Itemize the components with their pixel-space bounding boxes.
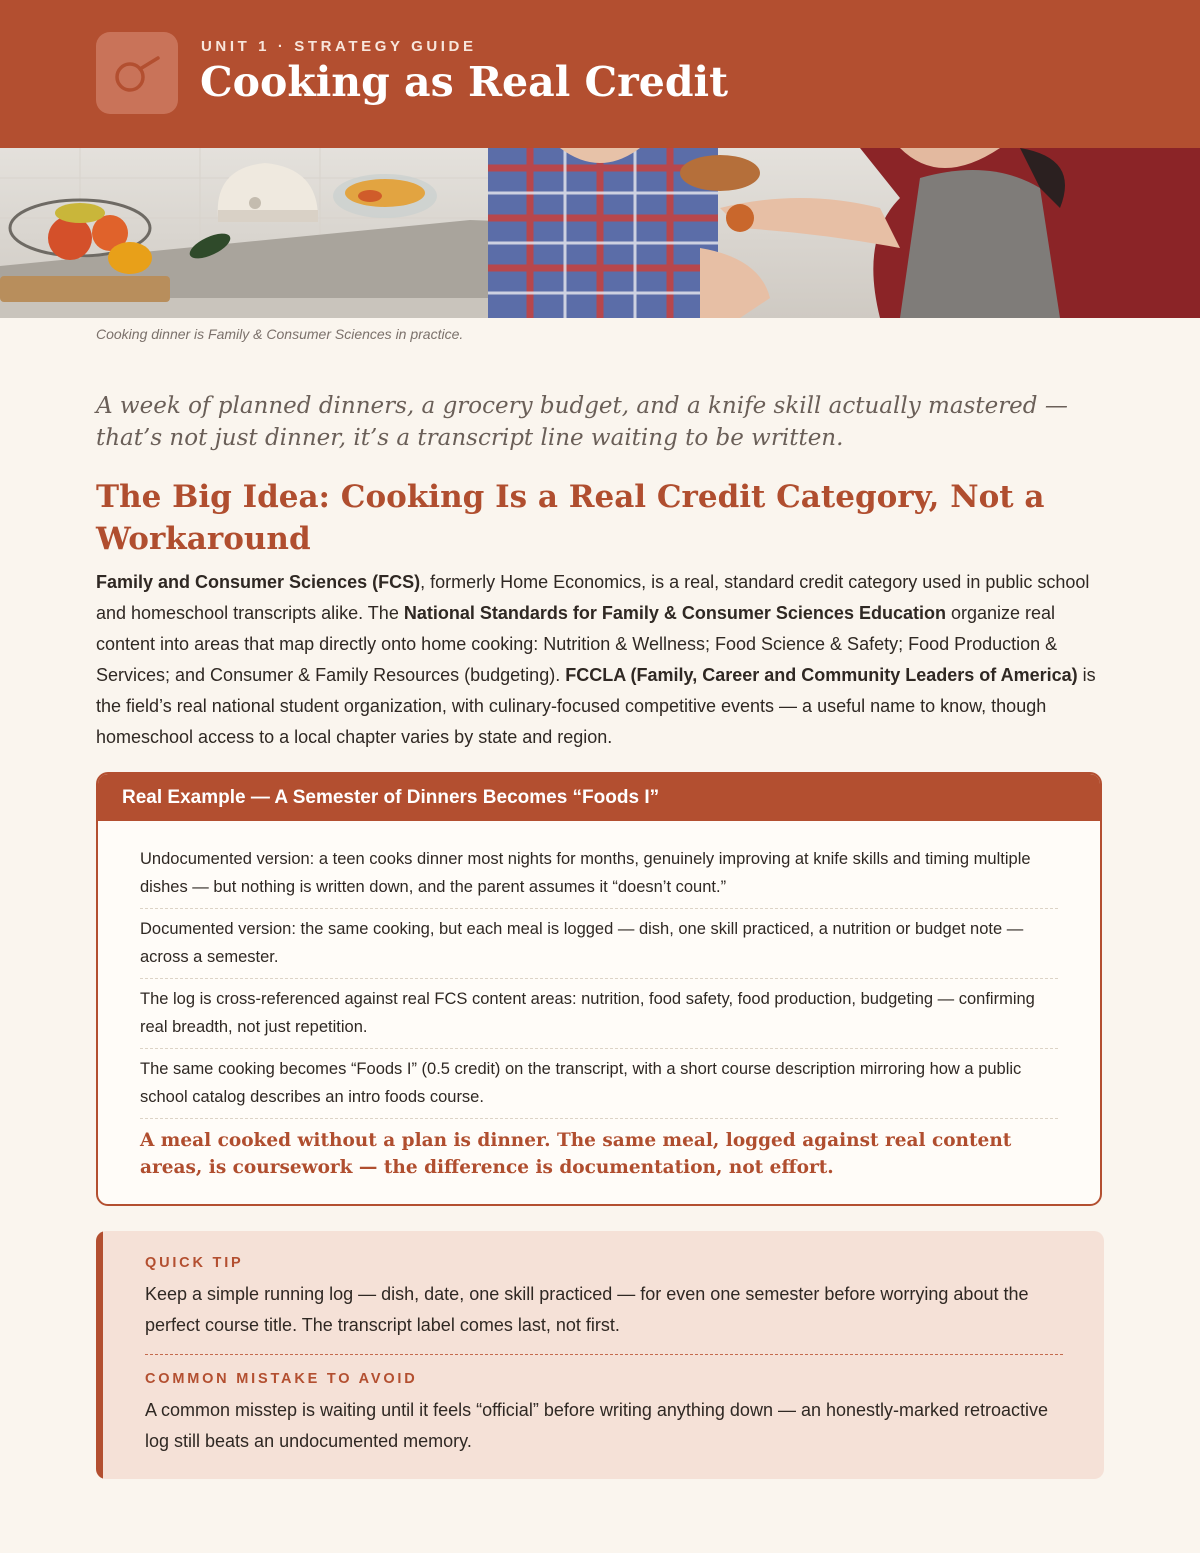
body-text-3: is the field’s real national student organization, with culinary-focused competitive events — a useful name to know, though homeschool access to a local chapter varies by state and region. — [96, 665, 1096, 747]
photo-caption: Cooking dinner is Family & Consumer Sciences in practice. — [96, 326, 464, 342]
example-step: Documented version: the same cooking, but each meal is logged — dish, one skill practiced, a nutrition or budget note — across a semester. — [140, 915, 1058, 979]
example-takeaway: A meal cooked without a plan is dinner. The same meal, logged against real content areas, is coursework — the difference is documentation, not effort. — [140, 1130, 1012, 1178]
kitchen-illustration — [0, 148, 1200, 318]
example-step: Undocumented version: a teen cooks dinner most nights for months, genuinely improving at knife skills and timing multiple dishes — but nothing is written down, and the parent assumes it “doesn’t count.” — [140, 845, 1058, 909]
body-text-2: organize real content into areas that map directly onto home cooking: Nutrition & Wellness; Food Science & Safety; Food Production & Services; and Consumer & Family Resources (budgeting). — [96, 603, 1058, 685]
page-title: Cooking as Real Credit — [200, 58, 729, 106]
body-text-1: , formerly Home Economics, is a real, standard credit category used in public school and homeschool transcripts alike. The — [96, 572, 1090, 623]
body-paragraph — [96, 567, 1106, 753]
lede-quote: A week of planned dinners, a grocery budget, and a knife skill actually mastered — that’s not just dinner, it’s a transcript line waiting to be written. — [96, 393, 1068, 451]
term-national-standards: National Standards for Family & Consumer Sciences Education — [403, 603, 946, 623]
example-card — [96, 772, 1102, 1206]
mistake-text: A common misstep is waiting until it feels “official” before writing anything down — an honestly-marked retroactive log still beats an undocumented memory. — [145, 1400, 1049, 1451]
logo-tile — [96, 32, 178, 114]
mistake-label: COMMON MISTAKE TO AVOID — [145, 1371, 418, 1387]
example-step: The log is cross-referenced against real FCS content areas: nutrition, food safety, food production, budgeting — confirming real breadth, not just repetition. — [140, 985, 1058, 1049]
term-fcs: Family and Consumer Sciences (FCS) — [96, 572, 421, 592]
tips-panel — [96, 1231, 1104, 1479]
section-heading: The Big Idea: Cooking Is a Real Credit Category, Not a Workaround — [96, 479, 1045, 557]
example-step: The same cooking becomes “Foods I” (0.5 credit) on the transcript, with a short course description mirroring how a public school catalog describes an intro foods course. — [140, 1055, 1058, 1119]
header-band — [0, 0, 1200, 148]
example-title: Real Example — A Semester of Dinners Becomes “Foods I” — [98, 774, 1100, 821]
unit-kicker: UNIT 1 · STRATEGY GUIDE — [201, 38, 477, 55]
term-fccla: FCCLA (Family, Career and Community Leaders of America) — [565, 665, 1078, 685]
quick-tip-text: Keep a simple running log — dish, date, one skill practiced — for even one semester before worrying about the perfect course title. The transcript label comes last, not first. — [145, 1284, 1029, 1335]
example-steps — [98, 821, 1100, 1119]
hero-photo — [0, 148, 1200, 318]
tips-divider — [145, 1354, 1063, 1355]
frying-pan-icon — [96, 32, 178, 114]
quick-tip-label: QUICK TIP — [145, 1255, 244, 1271]
